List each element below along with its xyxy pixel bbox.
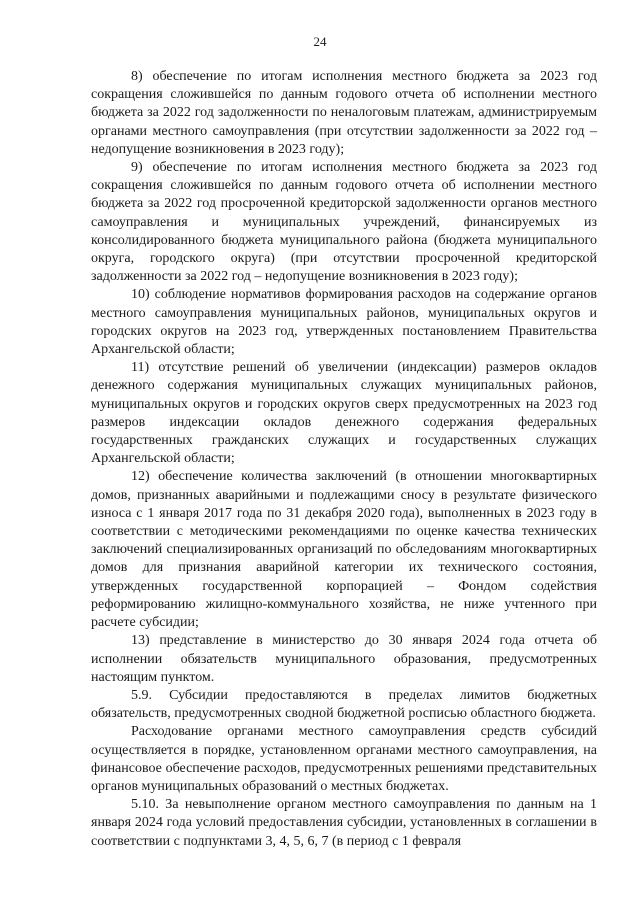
paragraph-spending-procedure: Расходование органами местного самоуправления средств субсидий осуществляется в порядке, установленном органами местного самоуправления, на финансовое обеспечение расходов, предусмотренных решениями представительных органов муниципальных образований о местных бюджетах. [91, 724, 597, 794]
paragraph-clause-5-9: 5.9. Субсидии предоставляются в пределах лимитов бюджетных обязательств, предусмотренных сводной бюджетной росписью областного бюджета. [91, 687, 597, 722]
paragraph-item-11: 11) отсутствие решений об увеличении (индексации) размеров окладов денежного содержания муниципальных служащих муниципальных районов, муниципальных округов и городских округов сверх предусмотренных на 2023 год размеров индексации окладов денежного содержания федеральных государственных гражданских служащих и государственных служащих Архангельской области; [91, 360, 597, 467]
paragraph-item-8: 8) обеспечение по итогам исполнения местного бюджета за 2023 год сокращения сложившейся по данным годового отчета об исполнении местного бюджета за 2022 год задолженности по неналоговым платежам, администрируемым органами местного самоуправления (при отсутствии задолженности за 2022 год – недопущение возникновения в 2023 году); [91, 69, 597, 157]
paragraph-item-9: 9) обеспечение по итогам исполнения местного бюджета за 2023 год сокращения сложившейся по данным годового отчета об исполнении местного бюджета за 2022 год просроченной кредиторской задолженности органов местного самоуправления и муниципальных учреждений, финансируемых из консолидированного бюджета муниципального района (бюджета муниципального округа, городского округа) (при отсутствии просроченной кредиторской задолженности за 2022 год – недопущение возникновения в 2023 году); [91, 160, 597, 285]
paragraph-item-10: 10) соблюдение нормативов формирования расходов на содержание органов местного самоуправления муниципальных районов, муниципальных округов и городских округов на 2023 год, утвержденных постановлением Правительства Архангельской области; [91, 287, 597, 358]
page-number: 24 [313, 34, 327, 49]
paragraph-item-12: 12) обеспечение количества заключений (в отношении многоквартирных домов, признанных аварийными и подлежащими сносу в результате физического износа с 1 января 2017 года по 31 декабря 2020 года), выполненных в 2023 году в соответствии с методическими рекомендациями по оценке качества технических заключений специализированных организаций по обследованиям многоквартирных домов для признания аварийной категории их технического состояния, утвержденных государственной корпорацией – Фондом содействия реформированию жилищно-коммунального хозяйства, не ниже учтенного при расчете субсидии; [91, 469, 597, 631]
paragraph-clause-5-10: 5.10. За невыполнение органом местного самоуправления по данным на 1 января 2024 года условий предоставления субсидии, установленных в соглашении в соответствии с подпунктами 3, 4, 5, 6, 7 (в период с 1 февраля [91, 797, 597, 849]
document-body [91, 68, 597, 851]
paragraph-item-13: 13) представление в министерство до 30 января 2024 года отчета об исполнении обязательств муниципального образования, предусмотренных настоящим пунктом. [91, 633, 597, 685]
